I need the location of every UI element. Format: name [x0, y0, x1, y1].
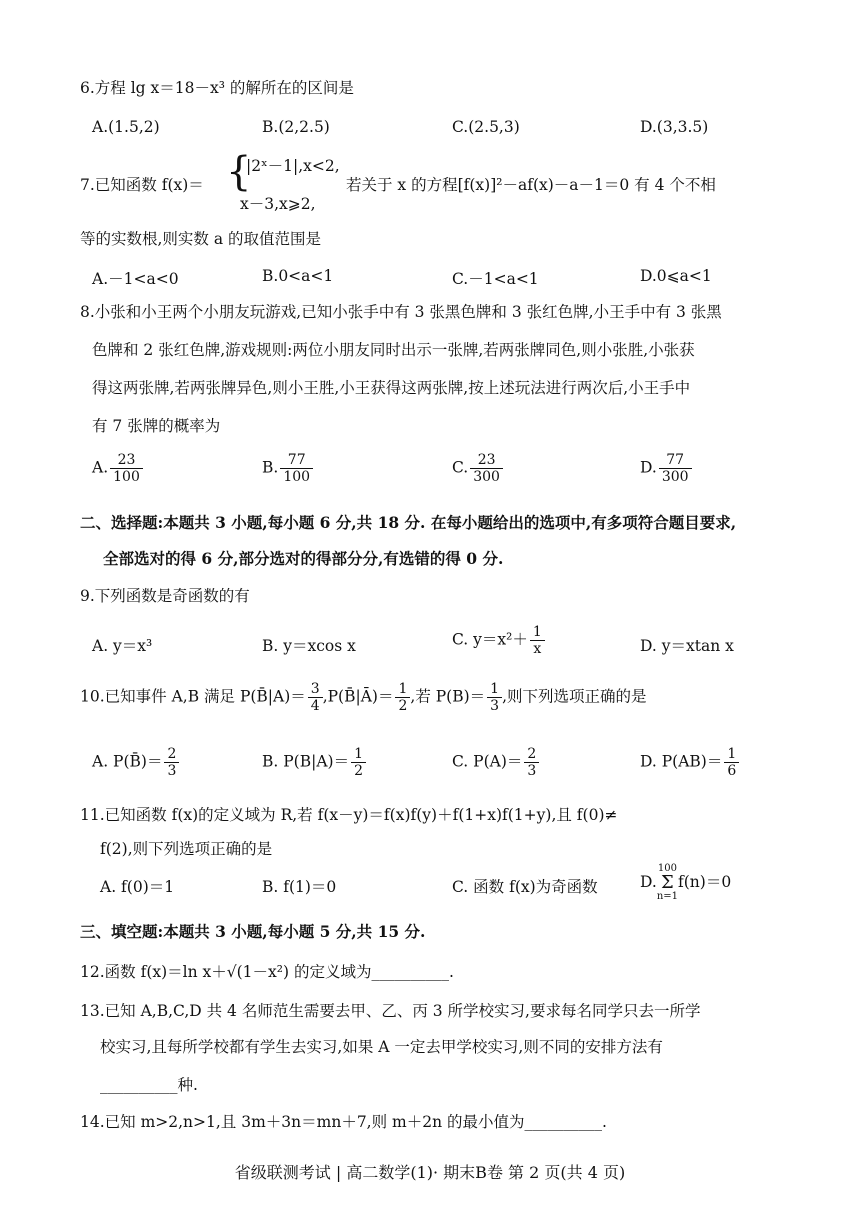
q6-option-c: C.(2.5,3) [452, 118, 520, 136]
question-13-line3: __________种. [100, 1076, 198, 1094]
q8-option-a: A. $\frac{23}{100}$ [92, 452, 143, 485]
q11-option-d: D.100 Σ n=1f(n)＝0 [640, 863, 732, 902]
q8-option-d: D. $\frac{77}{300}$ [640, 452, 692, 485]
section-2-heading: 二、选择题:本题共 3 小题,每小题 6 分,共 18 分. 在每小题给出的选项中,有多项符合题目要求, [80, 513, 737, 532]
q6-option-b: B.(2,2.5) [262, 118, 330, 136]
q10-option-a: A. P(B̄)＝ $\frac{2}{3}$ [92, 746, 179, 779]
q8-option-b: B. $\frac{77}{100}$ [262, 452, 313, 485]
q11-option-b: B. f(1)＝0 [262, 878, 337, 896]
q10-option-b: B. P(B|A)＝ $\frac{1}{2}$ [262, 746, 366, 779]
section-2-subheading: 全部选对的得 6 分,部分选对的得部分分,有选错的得 0 分. [103, 549, 504, 568]
question-6-stem: 6.方程 lg x＝18－x³ 的解所在的区间是 [80, 79, 354, 97]
question-9-stem: 9.下列函数是奇函数的有 [80, 587, 250, 605]
question-13-line2: 校实习,且每所学校都有学生去实习,如果 A 一定去甲学校实习,则不同的安排方法有 [100, 1038, 663, 1056]
q9-option-b: B. y＝xcos x [262, 637, 356, 655]
question-14: 14.已知 m>2,n>1,且 3m＋3n＝mn＋7,则 m＋2n 的最小值为__________. [80, 1113, 607, 1131]
summation-symbol: 100 Σ n=1 [656, 863, 678, 902]
q6-option-d: D.(3,3.5) [640, 118, 709, 136]
question-13-line1: 13.已知 A,B,C,D 共 4 名师范生需要去甲、乙、丙 3 所学校实习,要求每名同学只去一所学 [80, 1002, 701, 1020]
piecewise-brace: { [226, 149, 252, 195]
question-12: 12.函数 f(x)＝ln x＋√(1－x²) 的定义域为__________. [80, 963, 454, 981]
question-8-line3: 得这两张牌,若两张牌异色,则小王胜,小王获得这两张牌,按上述玩法进行两次后,小王手中 [92, 379, 691, 397]
question-7-stem-end: 若关于 x 的方程[f(x)]²－af(x)－a－1＝0 有 4 个不相 [346, 176, 716, 194]
question-7-stem-start: 7.已知函数 f(x)＝ [80, 176, 204, 194]
section-3-heading: 三、填空题:本题共 3 小题,每小题 5 分,共 15 分. [80, 922, 426, 941]
question-8-line4: 有 7 张牌的概率为 [92, 417, 221, 435]
q6-option-a: A.(1.5,2) [92, 118, 160, 136]
q9-option-c: C. y＝x²＋ $\frac{1}{x}$ [452, 624, 545, 657]
q9-option-a: A. y＝x³ [92, 637, 153, 655]
question-10-stem: 10.已知事件 A,B 满足 P(B̄|A)＝ $\frac{3}{4}$ ,P(B̄|Ā)＝ $\frac{1}{2}$ ,若 P(B)＝ $\frac{1}{3}$ ,则下列选项正确的是 [80, 681, 647, 715]
q9-option-d: D. y＝xtan x [640, 637, 734, 655]
page-footer: 省级联测考试 | 高二数学(1)· 期末B卷 第 2 页(共 4 页) [234, 1163, 626, 1182]
q10-option-d: D. P(AB)＝ $\frac{1}{6}$ [640, 746, 739, 779]
question-8-line1: 8.小张和小王两个小朋友玩游戏,已知小张手中有 3 张黑色牌和 3 张红色牌,小王手中有 3 张黑 [80, 303, 722, 321]
q7-option-d: D.0⩽a<1 [640, 267, 712, 285]
question-11-line1: 11.已知函数 f(x)的定义域为 R,若 f(x－y)＝f(x)f(y)＋f(1+x)f(1+y),且 f(0)≠ [80, 806, 618, 824]
q7-option-a: A.－1<a<0 [92, 270, 179, 288]
question-8-line2: 色牌和 2 张红色牌,游戏规则:两位小朋友同时出示一张牌,若两张牌同色,则小张胜,小张获 [92, 341, 695, 359]
q7-option-c: C.－1<a<1 [452, 270, 539, 288]
q10-option-c: C. P(A)＝ $\frac{2}{3}$ [452, 746, 539, 779]
q11-option-c: C. 函数 f(x)为奇函数 [452, 878, 598, 896]
question-11-line2: f(2),则下列选项正确的是 [100, 840, 273, 858]
q7-piece-1: |2ˣ－1|,x<2, [246, 157, 340, 175]
question-7-stem-line2: 等的实数根,则实数 a 的取值范围是 [80, 230, 322, 248]
q11-option-a: A. f(0)＝1 [100, 878, 175, 896]
q7-piece-2: x－3,x⩾2, [240, 195, 316, 213]
q7-option-b: B.0<a<1 [262, 267, 334, 285]
q8-option-c: C. $\frac{23}{300}$ [452, 452, 503, 485]
